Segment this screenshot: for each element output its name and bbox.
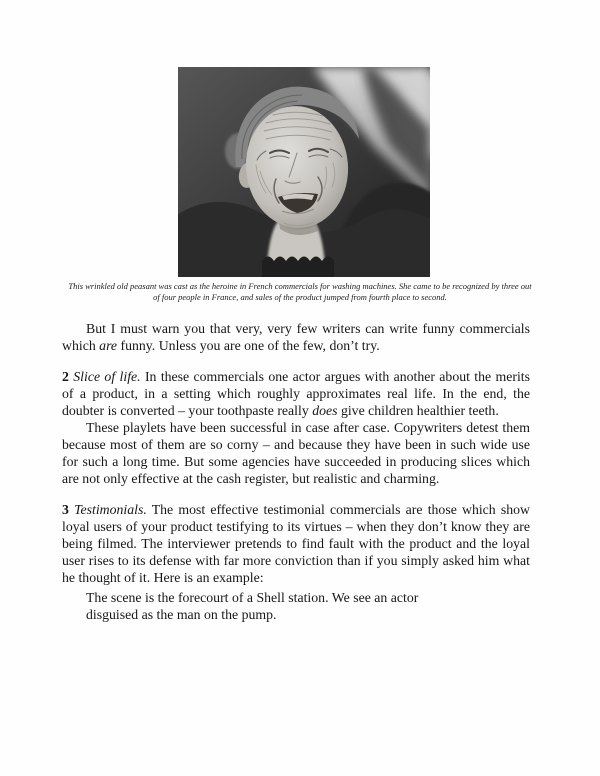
text-segment: does — [312, 403, 338, 418]
photo-figure — [178, 67, 430, 277]
paragraph-playlets — [62, 419, 530, 487]
text-segment: funny. Unless you are one of the few, don’t try. — [117, 338, 380, 353]
text-segment: 3 — [62, 502, 69, 517]
text-segment: 2 — [62, 369, 69, 384]
script-excerpt-shell-station — [86, 589, 468, 623]
text-segment: These playlets have been successful in case after case. Copywriters detest them because most of them are so corny – and because they have been in such wide use for such a long time. But some agencies have succeeded in producing slices which are not only effective at the cash register, but realistic and charming. — [62, 420, 530, 486]
text-segment: But I must warn you that very, very few writers can write funny commercials which — [62, 321, 530, 353]
text-segment: give children healthier teeth. — [337, 403, 499, 418]
paragraph-slice-of-life — [62, 368, 530, 419]
photo-caption: This wrinkled old peasant was cast as the heroine in French commercials for washing machines. She came to be recognized by three out of four people in France, and sales of the product jumped from fourth place to second. — [68, 281, 532, 302]
text-segment: Slice of life. — [73, 369, 141, 384]
text-segment: The scene is the forecourt of a Shell station. We see an actor disguised as the man on the pump. — [86, 590, 419, 622]
paragraph-testimonials — [62, 501, 530, 586]
text-segment: In these commercials one actor argues with another about the merits of a product, in a setting which roughly approximates real life. In the end, the doubter is converted – your toothpaste really — [62, 369, 531, 418]
text-segment: Testimonials. — [74, 502, 147, 517]
text-segment: The most effective testimonial commercials are those which show loyal users of your product testifying to its virtues – when they don’t know they are being filmed. The interviewer pretends to find fault with the product and the loyal user rises to its defense with far more conviction than if you simply asked him what he thought of it. Here is an example: — [62, 502, 531, 585]
text-segment: are — [99, 338, 118, 353]
peasant-woman-photo — [178, 67, 430, 277]
paragraph-funny-warning — [62, 320, 530, 354]
page-body-text — [62, 320, 530, 623]
